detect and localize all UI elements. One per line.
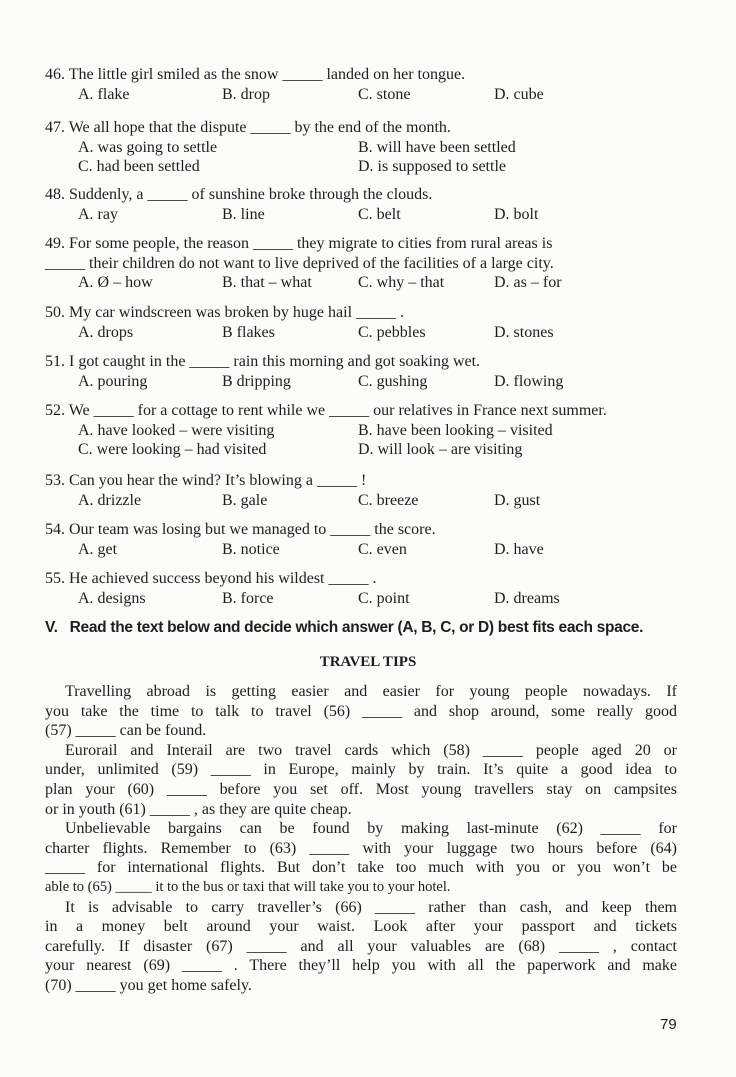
option-b: B. line: [222, 205, 265, 223]
passage: [45, 682, 677, 996]
option-a: A. drizzle: [78, 491, 142, 509]
options-row: [45, 85, 685, 105]
passage-line: or in youth (61) _____ , as they are quite cheap.: [45, 800, 352, 818]
passage-line: It is advisable to carry traveller’s (66) _____ rather than cash, and keep them: [65, 898, 677, 916]
question-stem: 55. He achieved success beyond his wildest _____ .: [45, 570, 377, 587]
options-row: [45, 138, 685, 158]
question-51: [45, 352, 685, 391]
option-d: D. stones: [494, 323, 554, 341]
option-c: C. breeze: [358, 491, 419, 509]
option-a: A. have looked – were visiting: [78, 421, 275, 439]
passage-line: _____ for international flights. But don’t take too much with you or you won’t be: [45, 859, 677, 877]
option-b: B. will have been settled: [358, 138, 516, 156]
options-row: [45, 421, 685, 441]
question-48: [45, 185, 685, 224]
options-row: [45, 589, 685, 609]
question-stem: 52. We _____ for a cottage to rent while we _____ our relatives in France next summer.: [45, 402, 607, 419]
option-a: A. ray: [78, 205, 118, 223]
options-row: [45, 157, 685, 177]
question-55: [45, 569, 685, 608]
option-c: C. were looking – had visited: [78, 441, 267, 458]
passage-line: Travelling abroad is getting easier and easier for young people nowadays. If: [65, 683, 677, 700]
passage-line: able to (65) _____ it to the bus or taxi that will take you to your hotel.: [45, 878, 451, 895]
option-d: D. as – for: [494, 274, 562, 291]
passage-line: Unbelievable bargains can be found by making last-minute (62) _____ for: [65, 820, 677, 838]
question-stem: 51. I got caught in the _____ rain this morning and got soaking wet.: [45, 353, 481, 370]
options-row: [45, 323, 685, 343]
option-a: A. get: [78, 540, 118, 558]
option-c: C. point: [358, 589, 410, 607]
question-stem: 46. The little girl smiled as the snow _____ landed on her tongue.: [45, 66, 466, 83]
option-c: C. even: [358, 540, 407, 558]
option-b: B flakes: [222, 323, 275, 341]
option-b: B. notice: [222, 540, 280, 558]
passage-line: charter flights. Remember to (63) _____ with your luggage two hours before (64): [45, 839, 677, 857]
option-d: D. flowing: [494, 372, 564, 390]
options-row: [45, 273, 685, 293]
option-b: B. that – what: [222, 274, 312, 291]
passage-line: (70) _____ you get home safely.: [45, 976, 252, 994]
page-number: 79: [660, 1016, 677, 1033]
option-a: A. designs: [78, 589, 146, 607]
passage-line: you take the time to talk to travel (56) _____ and shop around, some really good: [45, 702, 677, 720]
option-c: C. pebbles: [358, 323, 426, 341]
section-heading: V. Read the text below and decide which answer (A, B, C, or D) best fits each space.: [45, 619, 644, 636]
question-54: [45, 520, 685, 559]
option-a: A. Ø – how: [78, 274, 153, 291]
question-stem: 49. For some people, the reason _____ they migrate to cities from rural areas is: [45, 235, 553, 252]
passage-line: carefully. If disaster (67) _____ and all your valuables are (68) _____ , contact: [45, 937, 677, 955]
option-d: D. have: [494, 540, 544, 558]
option-a: A. flake: [78, 85, 130, 103]
passage-line: (57) _____ can be found.: [45, 722, 207, 740]
passage-line: under, unlimited (59) _____ in Europe, mainly by train. It’s quite a good idea to: [45, 761, 677, 779]
question-53: [45, 471, 685, 510]
question-50: [45, 303, 685, 342]
options-row: [45, 540, 685, 560]
passage-line: plan your (60) _____ before you set off. Most young travellers stay on campsites: [45, 780, 677, 798]
passage-line: in a money belt around your waist. Look after your passport and tickets: [45, 918, 677, 936]
question-47: [45, 118, 685, 177]
options-row: [45, 372, 685, 392]
option-c: C. gushing: [358, 372, 428, 390]
question-stem: 47. We all hope that the dispute _____ by the end of the month.: [45, 119, 451, 136]
option-b: B dripping: [222, 372, 291, 390]
question-stem: _____ their children do not want to live deprived of the facilities of a large city.: [45, 254, 554, 272]
question-46: [45, 65, 685, 104]
option-d: D. bolt: [494, 205, 539, 223]
option-a: A. drops: [78, 323, 134, 341]
passage-line: Eurorail and Interail are two travel cards which (58) _____ people aged 20 or: [65, 741, 677, 759]
option-b: B. force: [222, 589, 274, 607]
option-d: D. dreams: [494, 589, 560, 607]
option-c: C. why – that: [358, 274, 445, 291]
question-stem: 48. Suddenly, a _____ of sunshine broke through the clouds.: [45, 186, 433, 203]
option-c: C. belt: [358, 205, 401, 223]
question-52: [45, 401, 685, 460]
question-stem: 54. Our team was losing but we managed to _____ the score.: [45, 521, 436, 538]
options-row: [45, 440, 685, 460]
options-row: [45, 491, 685, 511]
option-c: C. stone: [358, 85, 411, 103]
option-a: A. was going to settle: [78, 138, 218, 156]
passage-title: TRAVEL TIPS: [319, 654, 417, 670]
question-stem: 50. My car windscreen was broken by huge hail _____ .: [45, 304, 405, 321]
option-b: B. gale: [222, 491, 268, 509]
question-stem: 53. Can you hear the wind? It’s blowing a _____ !: [45, 472, 367, 489]
option-b: B. drop: [222, 85, 270, 103]
passage-line: your nearest (69) _____ . There they’ll help you with all the paperwork and make: [45, 957, 677, 975]
option-b: B. have been looking – visited: [358, 421, 553, 439]
option-d: D. is supposed to settle: [358, 158, 506, 175]
options-row: [45, 205, 685, 225]
option-d: D. cube: [494, 85, 544, 103]
question-49: [45, 234, 685, 293]
option-c: C. had been settled: [78, 158, 200, 175]
option-d: D. gust: [494, 491, 541, 509]
option-a: A. pouring: [78, 372, 148, 390]
option-d: D. will look – are visiting: [358, 441, 523, 458]
